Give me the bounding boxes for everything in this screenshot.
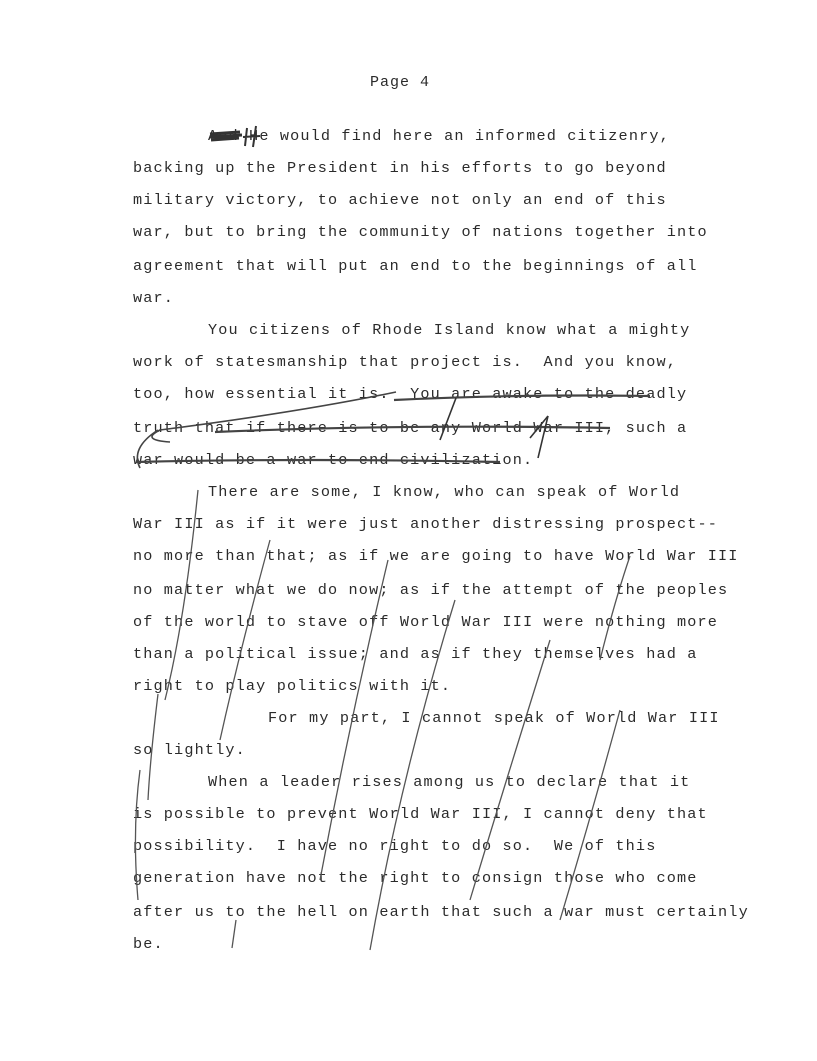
text-line: generation have not the right to consign those who come bbox=[133, 869, 698, 887]
text-line: You citizens of Rhode Island know what a mighty bbox=[208, 321, 691, 339]
text-line: There are some, I know, who can speak of World bbox=[208, 483, 681, 501]
text-line: For my part, I cannot speak of World War III bbox=[268, 709, 720, 727]
text-line: military victory, to achieve not only an end of this bbox=[133, 191, 667, 209]
text-line: war, but to bring the community of nations together into bbox=[133, 223, 708, 241]
text-line: than a political issue; and as if they themselves had a bbox=[133, 645, 698, 663]
cancel-stroke bbox=[470, 640, 550, 900]
text-line: after us to the hell on earth that such a war must certainly bbox=[133, 903, 749, 921]
text-line: be. bbox=[133, 935, 164, 953]
cancel-stroke bbox=[220, 540, 270, 740]
text-line: no matter what we do now; as if the attempt of the peoples bbox=[133, 581, 729, 599]
text-line: war. bbox=[133, 289, 175, 307]
text-line: too, how essential it is. You are awake to the deadly bbox=[133, 385, 688, 403]
text-line: truth that if there is to be any World War III, such a bbox=[133, 419, 688, 437]
text-line: agreement that will put an end to the beginnings of all bbox=[133, 257, 698, 275]
text-line: no more than that; as if we are going to have World War III bbox=[133, 547, 739, 565]
page-header: Page 4 bbox=[370, 74, 431, 91]
text-line: is possible to prevent World War III, I cannot deny that bbox=[133, 805, 708, 823]
text-line: of the world to stave off World War III were nothing more bbox=[133, 613, 719, 631]
cancel-stroke bbox=[232, 920, 236, 948]
text-line: right to play politics with it. bbox=[133, 677, 452, 695]
text-line: When a leader rises among us to declare that it bbox=[208, 773, 691, 791]
text-line: possibility. I have no right to do so. We of this bbox=[133, 837, 657, 855]
text-line: War III as if it were just another distressing prospect-- bbox=[133, 515, 719, 533]
text-line: work of statesmanship that project is. And you know, bbox=[133, 353, 677, 371]
text-line: war would be a war to end civilization. bbox=[133, 451, 534, 469]
text-line: backing up the President in his efforts to go beyond bbox=[133, 159, 667, 177]
text-line: And He would find here an informed citizenry, bbox=[208, 127, 670, 145]
text-line: so lightly. bbox=[133, 741, 246, 759]
